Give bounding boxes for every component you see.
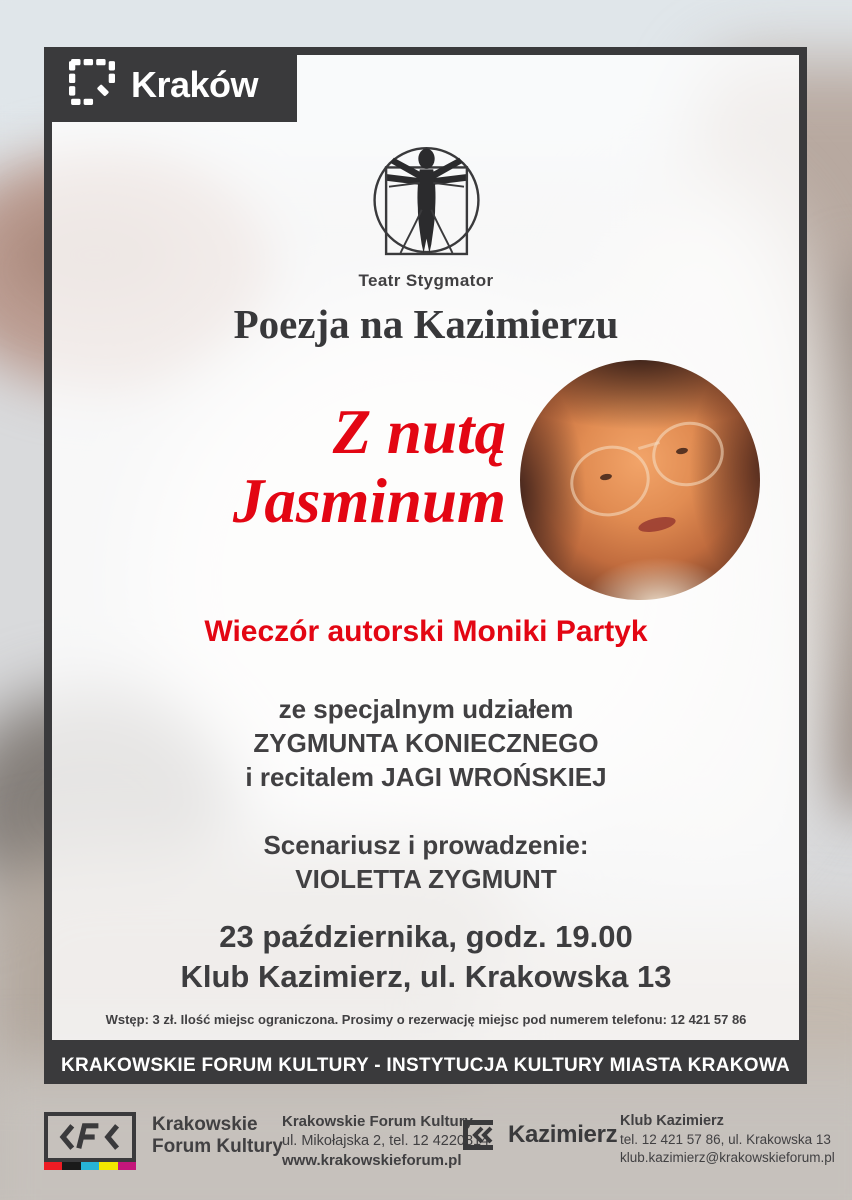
special-line-1: ze specjalnym udziałem [278, 694, 574, 724]
klub-contact-email: klub.kazimierz@krakowskieforum.pl [620, 1149, 835, 1165]
institution-banner: KRAKOWSKIE FORUM KULTURY - INSTYTUCJA KULTURY MIASTA KRAKOWA [44, 1048, 807, 1084]
footer [0, 1090, 852, 1200]
kfk-color-strip [44, 1162, 136, 1170]
kfk-logo [44, 1112, 136, 1162]
event-subtitle: Wieczór autorski Moniki Partyk [204, 615, 648, 648]
kfk-contact-address: ul. Mikołajska 2, tel. 12 4220814 [282, 1132, 490, 1149]
kfk-contact-website: www.krakowskieforum.pl [282, 1151, 462, 1169]
kazimierz-logo [462, 1120, 617, 1150]
fine-print: Wstęp: 3 zł. Ilość miejsc ograniczona. Prosimy o rezerwację miejsc pod numerem telefonu: 12 421 57 86 [105, 1012, 747, 1027]
special-line-3: i recitalem JAGI WROŃSKIEJ [245, 761, 607, 792]
host-block [0, 829, 852, 897]
host-label: Scenariusz i prowadzenie: [263, 830, 589, 860]
kfk-wordmark-line1: Krakowskie [152, 1114, 258, 1135]
author-portrait-photo [520, 360, 760, 600]
lips [637, 514, 677, 535]
klub-contact-block [620, 1112, 835, 1167]
kfk-wordmark-line2: Forum Kultury [152, 1135, 283, 1157]
theater-logo-block [0, 144, 852, 291]
main-title-line1: Z nutą [332, 397, 506, 467]
kazimierz-logo-icon [462, 1120, 498, 1150]
strip-red [44, 1162, 62, 1170]
kfk-contact-block [282, 1112, 489, 1171]
host-name: VIOLETTA ZYGMUNT [295, 863, 557, 894]
strip-cyan [81, 1162, 99, 1170]
series-title: Poezja na Kazimierzu [233, 301, 619, 347]
kfk-contact-name: Krakowskie Forum Kultury [282, 1113, 473, 1130]
special-guests-block [0, 693, 852, 794]
main-title [60, 398, 506, 537]
strip-black [62, 1162, 80, 1170]
krakow-logo-label: Kraków [131, 63, 259, 105]
glasses-right-lens [645, 414, 730, 494]
klub-contact-name: Klub Kazimierz [620, 1113, 724, 1129]
klub-contact-address: tel. 12 421 57 86, ul. Krakowska 13 [620, 1132, 831, 1148]
kfk-logo-glyph [59, 1123, 121, 1151]
strip-magenta [118, 1162, 136, 1170]
strip-yellow [99, 1162, 117, 1170]
special-line-2: ZYGMUNTA KONIECZNEGO [253, 727, 599, 758]
vitruvian-man-icon [364, 249, 489, 266]
kazimierz-logo-label: Kazimierz [508, 1121, 618, 1148]
event-venue: Klub Kazimierz, ul. Krakowska 13 [180, 958, 672, 994]
glasses-left-lens [563, 437, 658, 524]
event-date-time: 23 października, godz. 19.00 [219, 919, 633, 954]
date-location-block [0, 917, 852, 996]
main-title-line2: Jasminum [232, 466, 506, 537]
kfk-wordmark [152, 1114, 283, 1158]
theater-name: Teatr Stygmator [358, 271, 494, 290]
